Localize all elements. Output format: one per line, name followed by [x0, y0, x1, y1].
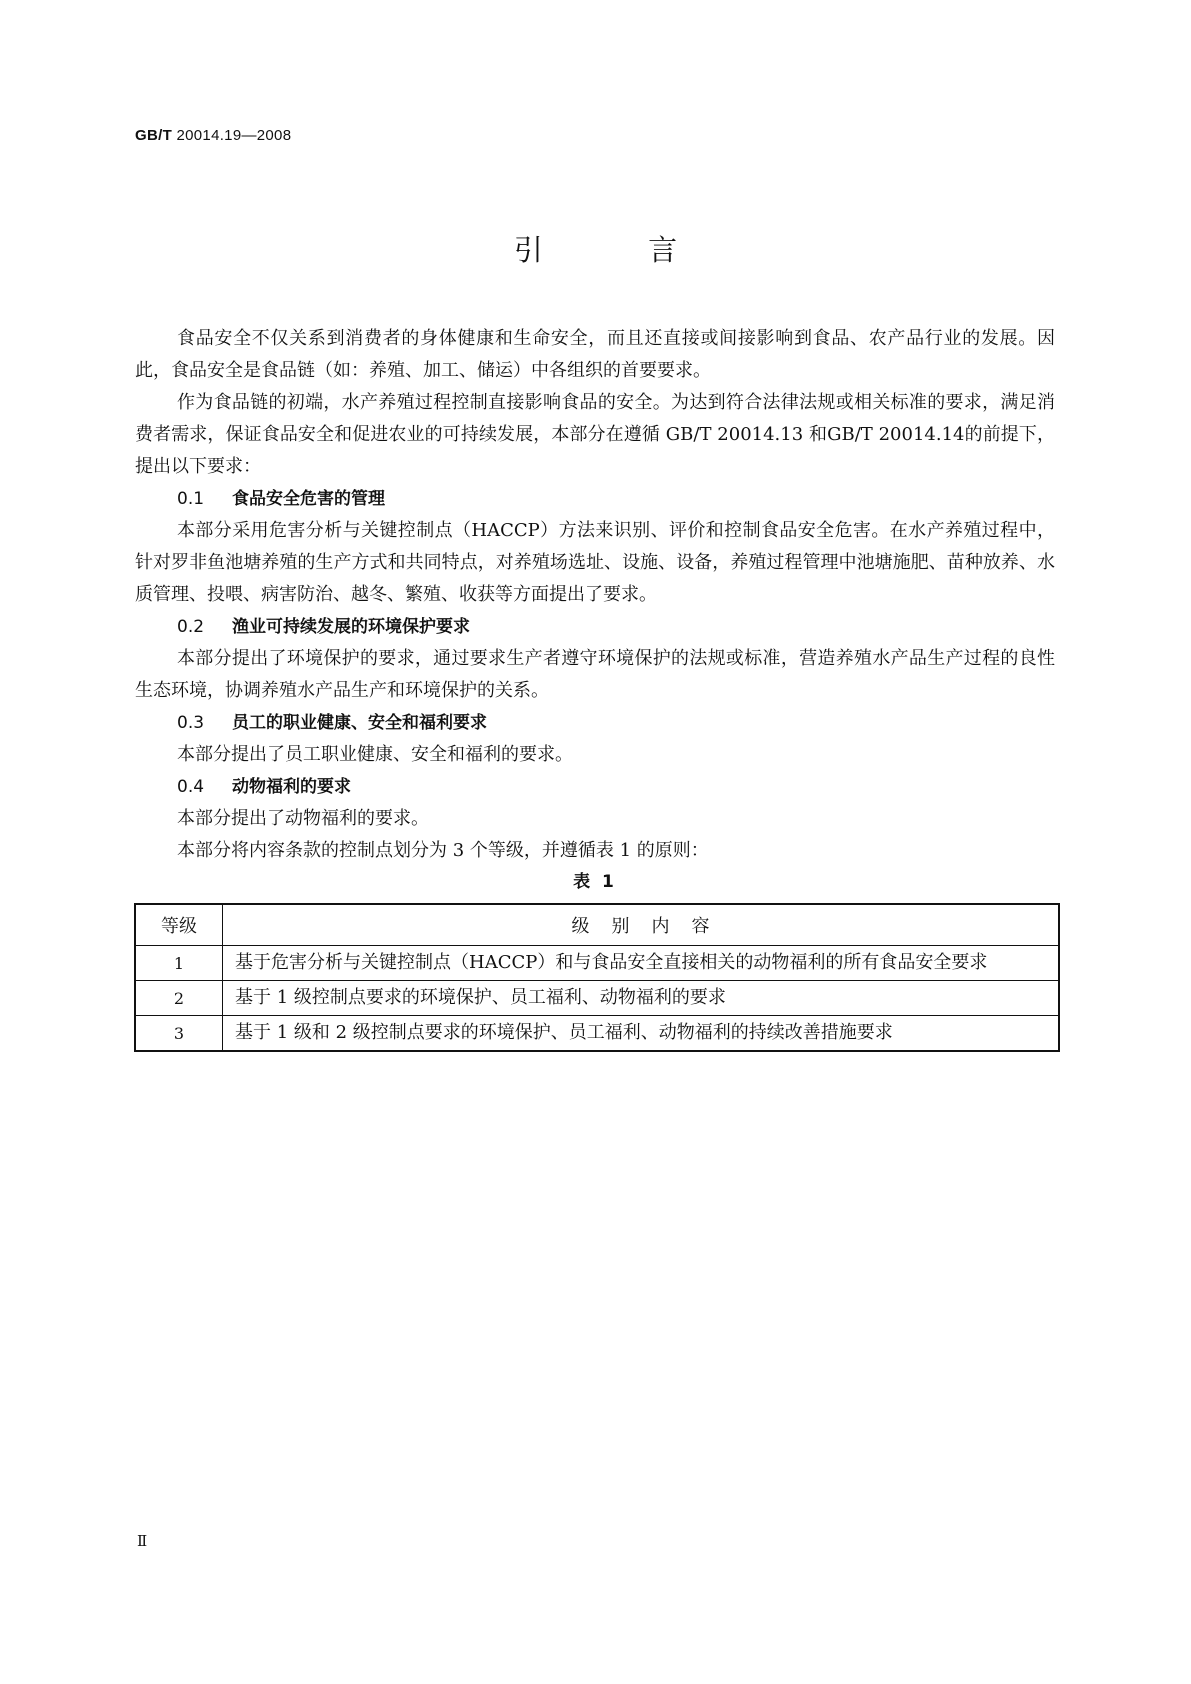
section-heading: [135, 483, 1055, 515]
standard-number: 20014.19—2008: [176, 127, 292, 144]
intro-paragraph-2: 作为食品链的初端，水产养殖过程控制直接影响食品的安全。为达到符合法律法规或相关标准的要求，满足消费者需求，保证食品安全和促进农业的可持续发展，本部分在遵循 GB/T 20014.13 和GB/T 20014.14的前提下，提出以下要求：: [135, 392, 1055, 477]
row-level: 3: [135, 1016, 223, 1052]
section-text: 本部分提出了动物福利的要求。: [177, 808, 429, 829]
standard-prefix: GB/T: [135, 127, 173, 144]
row-level: 1: [135, 946, 223, 981]
section-number: 0.2: [177, 617, 205, 637]
table-row: [135, 981, 1059, 1016]
table-header-row: [135, 904, 1059, 946]
grade-table: [134, 903, 1060, 1052]
row-content: 基于 1 级控制点要求的环境保护、员工福利、动物福利的要求: [223, 981, 1060, 1016]
section-number: 0.3: [177, 713, 205, 733]
row-content: 基于 1 级和 2 级控制点要求的环境保护、员工福利、动物福利的持续改善措施要求: [223, 1016, 1060, 1052]
page-title: 引 言: [513, 233, 726, 267]
intro-paragraph-1: 食品安全不仅关系到消费者的身体健康和生命安全，而且还直接或间接影响到食品、农产品行业的发展。因此，食品安全是食品链（如：养殖、加工、储运）中各组织的首要要求。: [135, 328, 1055, 381]
document-code: [135, 127, 291, 144]
section-number: 0.4: [177, 777, 205, 797]
section-title: 食品安全危害的管理: [232, 489, 385, 509]
document-body: [135, 323, 1055, 1052]
table-row: [135, 946, 1059, 981]
closing-paragraph: 本部分将内容条款的控制点划分为 3 个等级，并遵循表 1 的原则：: [177, 840, 709, 861]
section-title: 员工的职业健康、安全和福利要求: [232, 713, 487, 733]
section-text: 本部分提出了员工职业健康、安全和福利的要求。: [177, 744, 573, 765]
section-title: 动物福利的要求: [232, 777, 351, 797]
table-row: [135, 1016, 1059, 1052]
header-content: 级别内容: [223, 904, 1060, 946]
section-title: 渔业可持续发展的环境保护要求: [232, 617, 470, 637]
row-content: 基于危害分析与关键控制点（HACCP）和与食品安全直接相关的动物福利的所有食品安全要求: [223, 946, 1060, 981]
section-heading: [135, 611, 1055, 643]
section-text: 本部分提出了环境保护的要求，通过要求生产者遵守环境保护的法规或标准，营造养殖水产品生产过程的良性生态环境，协调养殖水产品生产和环境保护的关系。: [135, 648, 1055, 701]
section-text: 本部分采用危害分析与关键控制点（HACCP）方法来识别、评价和控制食品安全危害。在水产养殖过程中，针对罗非鱼池塘养殖的生产方式和共同特点，对养殖场选址、设施、设备，养殖过程管理中池塘施肥、苗种放养、水质管理、投喂、病害防治、越冬、繁殖、收获等方面提出了要求。: [135, 520, 1055, 605]
section-heading: [135, 707, 1055, 739]
table-caption: 表 1: [573, 872, 617, 892]
row-level: 2: [135, 981, 223, 1016]
page-number: Ⅱ: [137, 1532, 148, 1550]
section-number: 0.1: [177, 489, 205, 509]
header-level: 等级: [135, 904, 223, 946]
section-heading: [135, 771, 1055, 803]
